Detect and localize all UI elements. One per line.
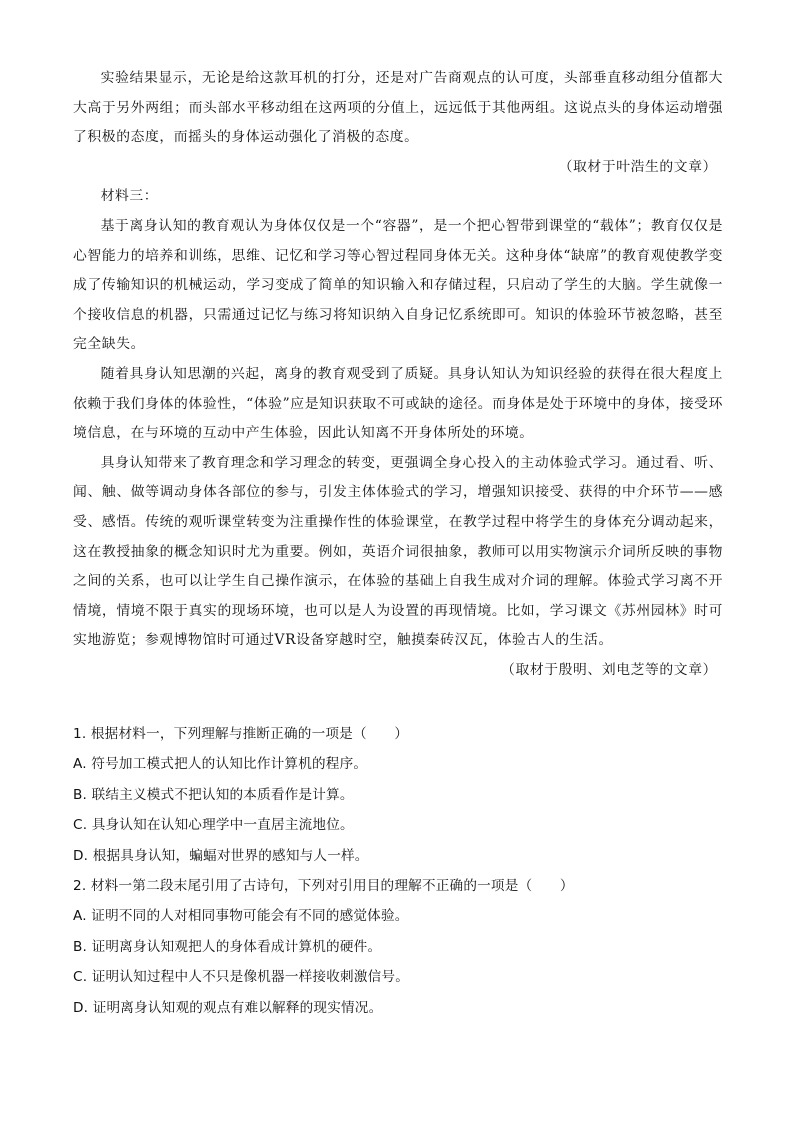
material-three-heading: 材料三： [100, 188, 159, 205]
paragraph-embodied-rise: 随着具身认知思潮的兴起，离身的教育观受到了质疑。具身认知认为知识经验的获得在很大程度上依赖于我们身体的体验性，“体验”应是知识获取不可或缺的途径。而身体是处于环境中的身体，接受环境信息，在与环境的互动中产生体验，因此认知离不开身体所处的环境。 [73, 365, 723, 442]
question-1-option-c: C. 具身认知在认知心理学中一直居主流地位。 [73, 817, 354, 834]
question-2-option-d: D. 证明离身认知观的观点有难以解释的现实情况。 [73, 999, 383, 1016]
question-1-stem: 1. 根据材料一，下列理解与推断正确的一项是（ ） [73, 726, 409, 742]
reading-material [73, 64, 723, 685]
question-2-option-b: B. 证明离身认知观把人的身体看成计算机的硬件。 [73, 938, 382, 955]
question-1-option-a: A. 符号加工模式把人的认知比作计算机的程序。 [73, 756, 368, 773]
question-1-option-b: B. 联结主义模式不把认知的本质看作是计算。 [73, 786, 354, 803]
source-citation-1: （取材于叶浩生的文章） [558, 158, 717, 175]
question-2-option-a: A. 证明不同的人对相同事物可能会有不同的感觉体验。 [73, 908, 409, 925]
question-list [73, 719, 723, 1023]
question-2-stem: 2. 材料一第二段末尾引用了古诗句，下列对引用目的理解不正确的一项是（ ） [73, 878, 574, 895]
source-citation-2: （取材于殷明、刘电芝等的文章） [501, 661, 717, 678]
paragraph-embodied-learning: 具身认知带来了教育理念和学习理念的转变，更强调全身心投入的主动体验式学习。通过看、听、闻、触、做等调动身体各部位的参与，引发主体体验式的学习，增强知识接受、获得的中介环节——感受、感悟。传统的观听课堂转变为注重操作性的体验课堂，在教学过程中将学生的身体充分调动起来，这在教授抽象的概念知识时尤为重要。例如，英语介词很抽象，教师可以用实物演示介词所反映的事物之间的关系，也可以让学生自己操作演示，在体验的基础上自我生成对介词的理解。体验式学习离不开情境，情境不限于真实的现场环境，也可以是人为设置的再现情境。比如，学习课文《苏州园林》时可实地游览；参观博物馆时可通过VR设备穿越时空，触摸秦砖汉瓦，体验古人的生活。 [73, 454, 723, 649]
question-2-option-c: C. 证明认知过程中人不只是像机器一样接收刺激信号。 [73, 969, 409, 986]
question-1-option-d: D. 根据具身认知，蝙蝠对世界的感知与人一样。 [73, 847, 369, 864]
paragraph-disembodied-education: 基于离身认知的教育观认为身体仅仅是一个“容器”，是一个把心智带到课堂的“载体”；教育仅仅是心智能力的培养和训练，思维、记忆和学习等心智过程同身体无关。这种身体“缺席”的教育观使教学变成了传输知识的机械运动，学习变成了简单的知识输入和存储过程，只启动了学生的大脑。学生就像一个接收信息的机器，只需通过记忆与练习将知识纳入自身记忆系统即可。知识的体验环节被忽略，甚至完全缺失。 [73, 217, 723, 353]
paragraph-experiment-result: 实验结果显示，无论是给这款耳机的打分，还是对广告商观点的认可度，头部垂直移动组分值都大大高于另外两组；而头部水平移动组在这两项的分值上，远远低于其他两组。这说点头的身体运动增强了积极的态度，而摇头的身体运动强化了消极的态度。 [73, 70, 723, 146]
